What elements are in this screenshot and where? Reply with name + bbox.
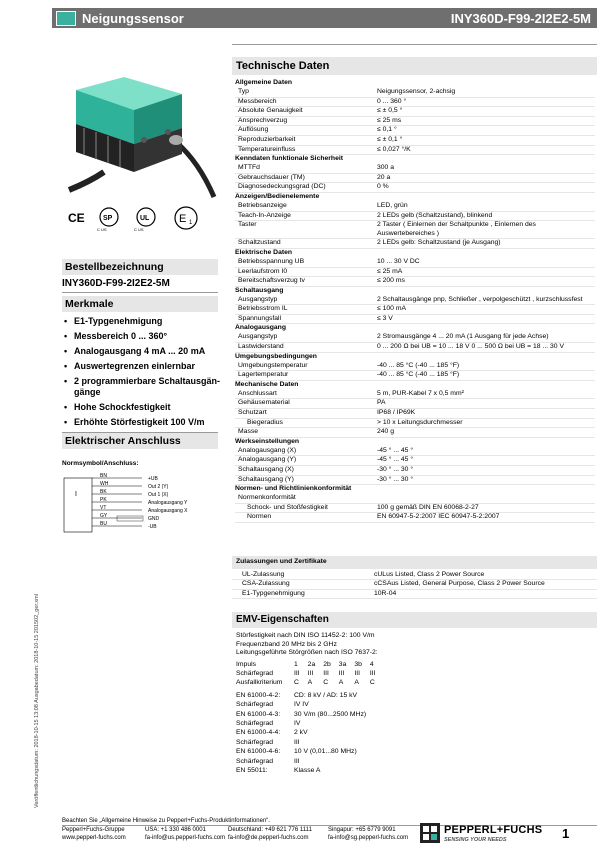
spec-value: -45 ° ... 45 ° (377, 446, 414, 454)
spec-value: PA (377, 399, 386, 407)
impulse-cell: III (354, 669, 361, 677)
spec-label: MTTFd (238, 164, 260, 172)
spec-value: 0 ... 360 ° (377, 97, 407, 105)
spec-row (235, 221, 595, 239)
approvals-rows (232, 571, 597, 600)
spec-row (235, 390, 595, 400)
spec-value: 2 Stromausgänge 4 ... 20 mA (1 Ausgang für jede Achse) (377, 333, 549, 341)
spec-row (235, 183, 595, 193)
order-number: INY360D-F99-2I2E2-5M (62, 278, 170, 289)
spec-row (235, 174, 595, 184)
impulse-row (236, 670, 384, 679)
spec-label: Betriebsspannung UB (238, 257, 305, 265)
spec-row (235, 202, 595, 212)
spec-row (235, 333, 595, 343)
spec-row (235, 164, 595, 174)
pin-label: GY (100, 513, 108, 519)
spec-row (235, 476, 595, 486)
spec-row (235, 239, 595, 249)
emv-standard-value: CD: 8 kV / AD: 15 kV (294, 691, 358, 699)
emv-standard-key: Schärfegrad (236, 701, 274, 709)
emv-standard-row (236, 748, 596, 757)
e1-mark: E (179, 213, 187, 225)
spec-category (235, 155, 595, 164)
e1-sub: 1 (189, 220, 193, 226)
approval-row (232, 580, 597, 590)
approval-value: cULus Listed, Class 2 Power Source (374, 570, 485, 578)
spec-label: Teach-In-Anzeige (238, 211, 291, 219)
spec-row (235, 126, 595, 136)
signal-label: Analogausgang X (148, 508, 188, 514)
spec-label: Schaltausgang (X) (238, 466, 294, 473)
spec-row (235, 428, 595, 438)
approval-row (232, 590, 597, 600)
feature-item: • Auswertegrenzen einlernbar (62, 361, 222, 372)
spec-value: -30 ° ... 30 ° (377, 475, 414, 483)
impulse-cell: C (323, 678, 329, 686)
spec-row (235, 399, 595, 409)
spec-value: 10 ... 30 V DC (377, 257, 420, 265)
pin-label: BK (100, 489, 107, 495)
spec-label: Biegeradius (247, 418, 283, 426)
csa-sub: C US (97, 227, 107, 232)
spec-label: Temperatureinfluss (238, 145, 296, 153)
signal-label: -UB (148, 524, 157, 530)
emv-standard-value: III (294, 738, 300, 746)
spec-value: LED, grün (377, 201, 408, 209)
spec-row (235, 268, 595, 278)
footer-link[interactable]: fa-info@sg.pepperl-fuchs.com (328, 834, 409, 841)
tech-data-title: Technische Daten (232, 57, 597, 75)
footer-text: Pepperl+Fuchs-Gruppe (62, 827, 125, 833)
spec-label: Ansprechverzug (238, 116, 288, 124)
wiring-roman: I (75, 491, 77, 498)
spec-value: 300 a (377, 164, 395, 172)
spec-label: Analogausgang (Y) (238, 456, 297, 464)
emv-intro-line: Leitungsgeführte Störgrößen nach ISO 7637-2: (236, 649, 378, 657)
spec-label: Gebrauchsdauer (TM) (238, 173, 305, 181)
emv-standard-value: IV (294, 719, 301, 727)
spec-label: Bereitschaftsverzug tv (238, 277, 305, 285)
spec-label: Leerlaufstrom I0 (238, 267, 288, 275)
pin-label: WH (100, 481, 109, 487)
spec-value: 2 Schaltausgänge pnp, Schließer , verpolgeschützt , kurzschlussfest (377, 295, 583, 303)
impulse-cell: A (354, 678, 359, 686)
spec-row (235, 513, 595, 523)
impulse-cell: A (338, 678, 344, 686)
spec-label: Schutzart (238, 409, 267, 417)
emv-standard-key: Schärfegrad (236, 719, 274, 727)
spec-row (235, 343, 595, 353)
approval-value: 10R-04 (374, 589, 397, 597)
spec-row (235, 466, 595, 476)
spec-label: Schaltzustand (238, 239, 281, 247)
spec-category-label: Schaltausgang (235, 286, 284, 294)
approval-label: E1-Typgenehmigung (242, 589, 305, 597)
footer-col (228, 827, 312, 842)
emv-standard-value: III (294, 757, 300, 765)
impulse-cell: III (338, 669, 345, 677)
emv-standard-value: 2 kV (294, 729, 308, 737)
spec-label: Normen (247, 513, 272, 521)
spec-value: ≤ ± 0,5 ° (377, 107, 403, 115)
spec-row (235, 371, 595, 381)
spec-row (235, 447, 595, 457)
spec-label: Umgebungstemperatur (238, 361, 308, 369)
spec-label: Gehäusematerial (238, 399, 290, 407)
emv-standard-value: Klasse A (294, 766, 321, 774)
spec-row (235, 117, 595, 127)
footer-link[interactable]: fa-info@us.pepperl-fuchs.com (145, 834, 226, 841)
spec-value: 0 % (377, 183, 389, 191)
spec-value: 240 g (377, 428, 395, 436)
signal-label: Out 2 (Y) (148, 484, 169, 490)
spec-row (235, 494, 595, 504)
spec-row (235, 107, 595, 117)
wiring-diagram (62, 470, 222, 540)
impulse-cell: 1 (294, 660, 298, 668)
page-header (52, 8, 597, 28)
spec-category-label: Allgemeine Daten (235, 79, 293, 86)
ul-sub: C US (134, 227, 144, 232)
spec-value: 2 Taster ( Einlernen der Schaltpunkte , Einlernen des Auswertebereiches ) (377, 221, 536, 237)
brand-slogan: SENSING YOUR NEEDS (444, 837, 507, 843)
spec-label: Ausgangstyp (238, 333, 278, 341)
impulse-cell: III (307, 669, 314, 677)
connection-section-title: Elektrischer Anschluss (62, 433, 218, 449)
spec-value: > 10 x Leitungsdurchmesser (377, 418, 463, 426)
spec-value: ≤ ± 0,1 ° (377, 135, 403, 143)
page-number: 1 (562, 826, 570, 841)
spec-value: IP68 / IP69K (377, 409, 416, 417)
footer-col (62, 827, 126, 842)
spec-value: ≤ 25 mA (377, 267, 403, 275)
spec-row (235, 136, 595, 146)
spec-category (235, 353, 595, 362)
spec-row (235, 419, 595, 429)
feature-item: • Analogausgang 4 mA ... 20 mA (62, 346, 222, 357)
approval-row (232, 571, 597, 581)
spec-label: Diagnosedeckungsgrad (DC) (238, 183, 326, 191)
spec-category (235, 485, 595, 494)
spec-row (235, 305, 595, 315)
spec-value: 100 g gemäß DIN EN 60068-2-27 (377, 503, 479, 511)
spec-category (235, 381, 595, 390)
spec-category (235, 249, 595, 258)
emv-standard-key: EN 55011: (236, 766, 268, 774)
emv-standard-key: EN 61000-4-3: (236, 710, 281, 718)
spec-label: Absolute Genauigkeit (238, 107, 303, 115)
footer-link[interactable]: www.pepperl-fuchs.com (62, 834, 126, 841)
spec-category-label: Analogausgang (235, 324, 286, 332)
brand-name: PEPPERL+FUCHS (444, 824, 543, 836)
emv-title: EMV-Eigenschaften (232, 612, 597, 628)
spec-row (235, 258, 595, 268)
emv-standards-list (236, 692, 596, 777)
order-section-title: Bestellbezeichnung (62, 259, 218, 275)
spec-row (235, 315, 595, 325)
emv-standard-value: 10 V (0,01...80 MHz) (294, 748, 357, 756)
divider (62, 292, 218, 293)
pin-label: PK (100, 497, 107, 503)
spec-label: Messbereich (238, 97, 277, 105)
feature-item: • Hohe Schockfestigkeit (62, 402, 222, 413)
approvals-section (232, 556, 597, 599)
product-image (64, 72, 224, 202)
approval-label: CSA-Zulassung (242, 580, 290, 588)
spec-label: Ausgangstyp (238, 295, 278, 303)
spec-category (235, 438, 595, 447)
pin-label: VT (100, 505, 107, 511)
impulse-row (236, 679, 384, 688)
spec-label: Normenkonformität (238, 494, 296, 502)
spec-value: 5 m, PUR-Kabel 7 x 0,5 mm² (377, 389, 464, 397)
emv-standard-row (236, 692, 596, 701)
spec-row (235, 296, 595, 306)
spec-value: -40 ... 85 °C (-40 ... 185 °F) (377, 371, 460, 379)
emv-standard-key: Schärfegrad (236, 757, 274, 765)
spec-category-label: Mechanische Daten (235, 380, 299, 388)
spec-value: ≤ 0,027 °/K (377, 145, 411, 153)
spec-value: -45 ° ... 45 ° (377, 456, 414, 464)
footer-note: Beachten Sie „Allgemeine Hinweise zu Pepperl+Fuchs-Produktinformationen“. (62, 818, 270, 824)
spec-label: Betriebsstrom IL (238, 305, 288, 313)
emv-standard-row (236, 739, 596, 748)
spec-category-label: Werkseinstellungen (235, 437, 300, 445)
spec-value: ≤ 3 V (377, 314, 393, 322)
spec-category-label: Elektrische Daten (235, 248, 293, 256)
spec-value: ≤ 0,1 ° (377, 126, 397, 134)
features-list (62, 316, 222, 432)
spec-label: Anschlussart (238, 389, 277, 397)
footer-col (328, 827, 408, 842)
spec-row (235, 504, 595, 514)
spec-label: Typ (238, 88, 249, 95)
impulse-cell: III (323, 669, 329, 677)
impulse-cell: III (294, 669, 300, 677)
pin-label: BN (100, 473, 107, 479)
spec-value: Neigungssensor, 2-achsig (377, 88, 456, 95)
spec-row (235, 277, 595, 287)
spec-row (235, 212, 595, 222)
certification-logos (64, 203, 224, 233)
spec-value: 2 LEDs gelb (Schaltzustand), blinkend (377, 211, 493, 219)
features-section-title: Merkmale (62, 296, 218, 312)
divider (232, 44, 597, 45)
footer-col (145, 827, 225, 842)
emv-standard-row (236, 711, 596, 720)
footer-link[interactable]: fa-info@de.pepperl-fuchs.com (228, 834, 309, 841)
ul-mark: UL (140, 215, 150, 222)
emv-standard-row (236, 720, 596, 729)
impulse-cell: Ausfallkriterium (236, 678, 283, 686)
emv-standard-value: 30 V/m (80...2500 MHz) (294, 710, 367, 718)
spec-label: Spannungsfall (238, 314, 282, 322)
emv-standard-row (236, 729, 596, 738)
impulse-table (236, 661, 384, 688)
spec-category (235, 79, 595, 88)
spec-category-label: Normen- und Richtlinienkonformität (235, 485, 352, 493)
spec-label: Masse (238, 428, 259, 436)
feature-item: • 2 programmierbare Schaltausgän-gänge (62, 376, 222, 398)
impulse-cell: C (294, 678, 299, 686)
signal-label: Analogausgang Y (148, 500, 188, 506)
impulse-cell: 3b (354, 660, 362, 668)
spec-value: ≤ 200 ms (377, 277, 405, 285)
impulse-cell: 2b (323, 660, 331, 668)
norm-symbol-label: Normsymbol/Anschluss: (62, 460, 139, 467)
brand-logo (420, 823, 550, 845)
feature-item: • E1-Typgenehmigung (62, 316, 222, 327)
brand-logo-icon (420, 823, 440, 843)
spec-value: -40 ... 85 °C (-40 ... 185 °F) (377, 361, 460, 369)
spec-label: Schock- und Stoßfestigkeit (247, 503, 328, 511)
footer-text: Singapur: +65 6779 9091 (328, 827, 396, 833)
emv-standard-key: Schärfegrad (236, 738, 274, 746)
emv-standard-key: EN 61000-4-6: (236, 748, 281, 756)
tech-data-table (235, 79, 595, 523)
spec-value: EN 60947-5-2:2007 IEC 60947-5-2:2007 (377, 513, 500, 521)
approvals-title: Zulassungen und Zertifikate (232, 556, 597, 569)
spec-row (235, 146, 595, 156)
approval-value: cCSAus Listed, General Purpose, Class 2 Power Source (374, 580, 545, 588)
header-accent-square (56, 11, 76, 26)
model-number: INY360D-F99-2I2E2-5M (450, 11, 591, 26)
signal-label: +UB (148, 476, 158, 482)
spec-category (235, 324, 595, 333)
spec-label: Taster (238, 221, 257, 229)
impulse-cell: C (369, 678, 375, 686)
spec-value: 20 a (377, 173, 391, 181)
spec-value: ≤ 100 mA (377, 305, 407, 313)
signal-label: GND (148, 516, 160, 522)
spec-value: ≤ 25 ms (377, 116, 402, 124)
impulse-cell: 2a (307, 660, 316, 668)
spec-row (235, 88, 595, 98)
spec-label: Betriebsanzeige (238, 201, 287, 209)
spec-row (235, 362, 595, 372)
feature-item: • Messbereich 0 ... 360° (62, 331, 222, 342)
spec-value: 0 ... 200 Ω bei UB = 10 ... 18 V 0 ... 500 Ω bei UB = 18 ... 30 V (377, 343, 564, 351)
spec-label: Reproduzierbarkeit (238, 135, 296, 143)
pin-label: BU (100, 521, 107, 527)
spec-label: Schaltausgang (Y) (238, 475, 294, 483)
emv-standard-key: EN 61000-4-2: (236, 691, 281, 699)
emv-section (236, 632, 596, 776)
emv-intro-line: Frequenzband 20 MHz bis 2 GHz (236, 640, 337, 648)
spec-category (235, 287, 595, 296)
spec-value (377, 494, 595, 503)
spec-label: Auflösung (238, 126, 269, 134)
ce-mark: CE (68, 211, 85, 225)
publication-date-sidebar: Veröffentlichungsdatum: 2018-10-15 13:08 Ausgabedatum: 2018-10-15 201502_ger.xml (34, 594, 40, 808)
emv-standard-value: IV IV (294, 701, 309, 709)
impulse-row (236, 661, 384, 670)
impulse-cell: III (369, 669, 376, 677)
impulse-cell: A (307, 678, 313, 686)
spec-row (235, 409, 595, 419)
footer-text: Deutschland: +49 621 776 1111 (228, 827, 312, 833)
emv-intro-line: Störfestigkeit nach DIN ISO 11452-2: 100 V/m (236, 632, 375, 639)
spec-row (235, 456, 595, 466)
impulse-cell: Impuls (236, 660, 257, 668)
spec-row (235, 98, 595, 108)
signal-label: Out 1 (X) (148, 492, 169, 498)
impulse-cell: Schärfegrad (236, 669, 274, 677)
feature-item: • Erhöhte Störfestigkeit 100 V/m (62, 417, 222, 428)
emv-standard-row (236, 767, 596, 776)
impulse-cell: 4 (369, 660, 374, 668)
spec-label: Lastwiderstand (238, 343, 284, 351)
spec-value: 2 LEDs gelb: Schaltzustand (je Ausgang) (377, 239, 501, 247)
spec-category-label: Anzeigen/Bedienelemente (235, 192, 320, 200)
spec-value: -30 ° ... 30 ° (377, 466, 414, 473)
approval-label: UL-Zulassung (242, 570, 285, 578)
spec-category (235, 193, 595, 202)
impulse-cell: 3a (338, 660, 347, 668)
spec-category-label: Umgebungsbedingungen (235, 352, 317, 360)
emv-standard-row (236, 701, 596, 710)
emv-standard-key: EN 61000-4-4: (236, 729, 281, 737)
footer-text: USA: +1 330 486 0001 (145, 827, 206, 833)
certification-marks (64, 203, 224, 233)
spec-label: Analogausgang (X) (238, 446, 297, 454)
csa-mark: SP (103, 215, 113, 222)
spec-category-label: Kenndaten funktionale Sicherheit (235, 155, 344, 163)
spec-label: Lagertemperatur (238, 371, 289, 379)
page-title: Neigungssensor (82, 11, 184, 26)
emv-standard-row (236, 758, 596, 767)
